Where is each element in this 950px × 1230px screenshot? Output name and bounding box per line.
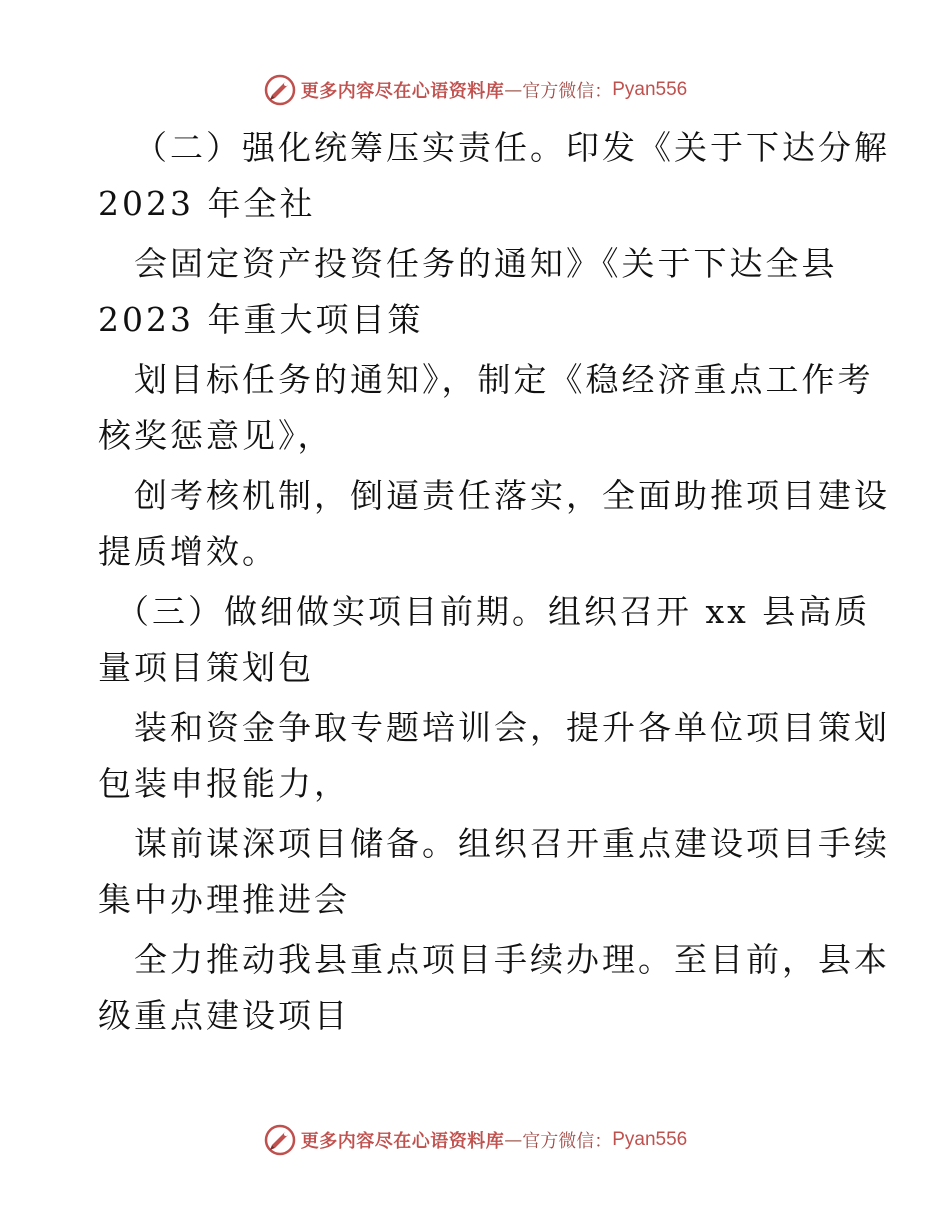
banner-site-text: 更多内容尽在心语资料库 xyxy=(300,81,505,102)
banner-separator: — xyxy=(504,79,523,101)
paragraph-line: 会固定资产投资任务的通知》《关于下达全县 xyxy=(134,244,838,283)
pen-logo-icon xyxy=(263,73,297,107)
paragraph-line: 级重点建设项目 xyxy=(98,996,350,1035)
banner-site-text: 更多内容尽在心语资料库 xyxy=(300,1131,505,1152)
paragraph-line: 创考核机制，倒逼责任落实，全面助推项目建设 xyxy=(134,476,890,515)
paragraph-line: 量项目策划包 xyxy=(98,648,314,687)
paragraph-line: 划目标任务的通知》，制定《稳经济重点工作考 xyxy=(134,360,874,399)
banner-wechat-label: 官方微信： xyxy=(522,81,613,102)
paragraph-line: 提质增效。 xyxy=(98,532,278,571)
footer-banner xyxy=(0,1120,950,1160)
paragraph-line: 集中办理推进会 xyxy=(98,880,350,919)
paragraph-line: （二）强化统筹压实责任。印发《关于下达分解 xyxy=(134,128,890,167)
header-banner xyxy=(0,70,950,110)
paragraph-line: 谋前谋深项目储备。组织召开重点建设项目手续 xyxy=(134,824,890,863)
paragraph-line: 核奖惩意见》， xyxy=(98,416,334,455)
paragraph-line: 2023 年重大项目策 xyxy=(98,300,424,339)
paragraph-line: 全力推动我县重点项目手续办理。至目前，县本 xyxy=(134,940,890,979)
banner-wechat-id: Pyan556 xyxy=(612,1129,688,1150)
banner-separator: — xyxy=(504,1129,523,1151)
banner-wechat-id: Pyan556 xyxy=(612,79,688,100)
pen-logo-icon xyxy=(263,1123,297,1157)
paragraph-line: 包装申报能力， xyxy=(98,764,350,803)
paragraph-line: 2023 年全社 xyxy=(98,184,316,223)
banner-wechat-label: 官方微信： xyxy=(522,1131,613,1152)
paragraph-line: 装和资金争取专题培训会，提升各单位项目策划 xyxy=(134,708,890,747)
paragraph-line: （三）做细做实项目前期。组织召开 xx 县高质 xyxy=(116,592,871,631)
